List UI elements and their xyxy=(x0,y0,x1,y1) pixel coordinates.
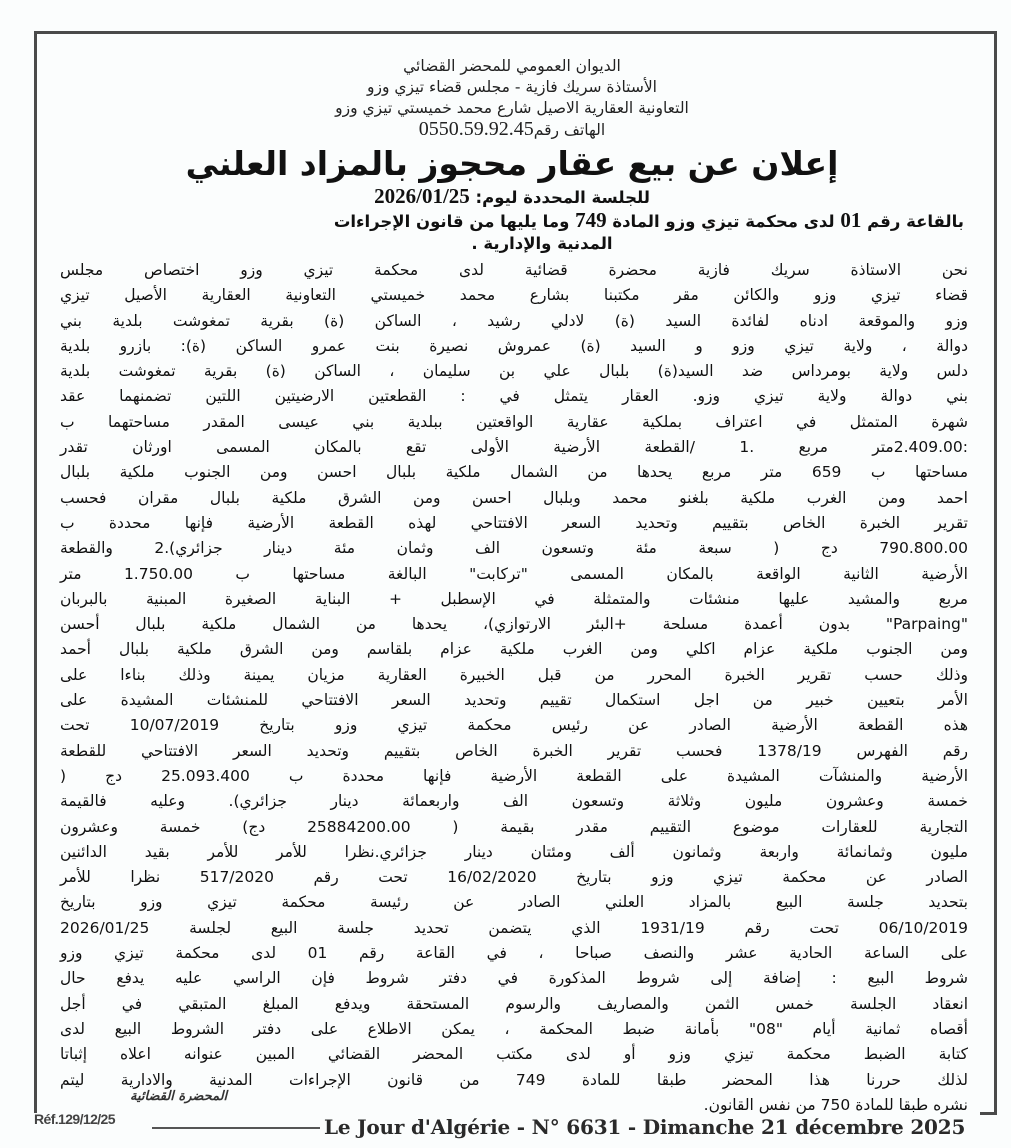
hall-text: بالقاعة رقم xyxy=(867,212,964,231)
office-address: التعاونية العقارية الاصيل شارع محمد خميستي تيزي وزو xyxy=(335,99,689,117)
body-line: رقم الفهرس 1378/19 فحسب تقرير الخبرة الخاص بتقييم وتحديد السعر الافتتاحي للقطعة xyxy=(60,741,968,760)
phone-line xyxy=(50,119,974,141)
hall-line xyxy=(50,209,974,233)
phone-number: 0550.59.92.45 xyxy=(418,118,534,140)
body-line: مساحتها ب 659 متر مربع يحدها من الشمال ملكية بلبال احسن ومن الجنوب ملكية بلبال xyxy=(60,463,968,482)
bailiff-name: الأستاذة سريك فازية - مجلس قضاء تيزي وزو xyxy=(367,78,657,96)
session-date-line xyxy=(50,185,974,209)
body-line: بتحديد جلسة البيع بالمزاد العلني الصادر عن رئيسة محكمة تيزي وزو بتاريخ xyxy=(60,893,968,912)
page-footer xyxy=(34,1097,984,1139)
office-name: الديوان العمومي للمحضر القضائي xyxy=(403,57,621,75)
body-line: 790.800.00 دج ( سبعة مئة وتسعون الف وثمان مئة دينار جزائري).2 والقطعة xyxy=(60,539,968,558)
session-date: 2026/01/25 xyxy=(374,184,470,208)
body-line: احمد ومن الغرب ملكية بلغنو محمد وبلبال احسن ومن الشرق ملكية بلبال مقران فحسب xyxy=(60,488,968,507)
notice-body xyxy=(50,258,974,1093)
hall-number: 01 xyxy=(840,208,862,232)
body-line: لذلك حررنا هذا المحضر طبقا للمادة 749 من قانون الإجراءات المدنية والادارية ليتم xyxy=(60,1070,968,1089)
footer-rule xyxy=(152,1127,320,1129)
body-line: الأرضية الثانية الواقعة بالمكان المسمى "تركابت" البالغة مساحتها ب 1.750.00 متر xyxy=(60,564,968,583)
body-line: :2.409.00متر مربع .1 /القطعة الأرضية الأولى تقع بالمكان المسمى اورثان تقدر xyxy=(60,438,969,457)
body-line: 06/10/2019 تحت رقم 1931/19 الذي يتضمن تحديد جلسة البيع لجلسة 2026/01/25 xyxy=(60,918,968,937)
body-line: شهرة المتمثل في اعتراف بملكية عقارية الواقعتين ببلدية بني عيسى المقدر مساحتهما ب xyxy=(60,412,968,431)
hall-line-2: المدنية والإدارية . xyxy=(471,234,613,253)
bailiff-signature: المحضرة القضائية xyxy=(130,1088,228,1104)
body-line: كتابة الضبط محكمة تيزي وزو أو لدى مكتب المحضر القضائي المبين عنوانه اعلاه إثباتا xyxy=(60,1045,968,1064)
body-line: هذه القطعة الأرضية الصادر عن رئيس محكمة تيزي وزو بتاريخ 10/07/2019 تحت xyxy=(60,716,968,735)
newspaper-info: Le Jour d'Algérie - N° 6631 - Dimanche 21 décembre 2025 xyxy=(324,1115,966,1139)
body-line: مربع والمشيد عليها منشئات والمتمثلة في الإسطبل + البناية الصغيرة المبنية بالبربان xyxy=(60,589,968,608)
body-line: ومن الجنوب ملكية عزام اكلي ومن الغرب ملكية عزام بلقاسم ومن الشرق ملكية بلبال أحمد xyxy=(60,640,968,659)
body-line: تقرير الخبرة الخاص بتقييم وتحديد السعر الافتتاحي لهذه القطعة الأرضية فإنها محددة ب xyxy=(60,513,968,532)
body-line: قضاء تيزي وزو والكائن مقر مكتبنا بشارع محمد خميستي التعاونية العقارية الأصيل تيزي xyxy=(60,286,968,305)
body-line: نحن الاستاذة سريك فازية محضرة قضائية لدى محكمة تيزي وزو اختصاص مجلس xyxy=(60,261,968,279)
hall-text: لدى محكمة تيزي وزو المادة xyxy=(612,212,835,231)
auction-notice xyxy=(50,56,974,1119)
body-line: شروط البيع : إضافة إلى شروط المذكورة في دفتر شروط فإن الراسي عليه يدفع حال xyxy=(60,969,968,988)
body-line: دلس ولاية بومرداس ضد السيد(ة) بلبال علي بن سليمان ، الساكن (ة) بقرية تمغوشت بلدية xyxy=(60,362,968,381)
body-line: وزو والموقعة ادناه لفائدة السيد (ة) لادلي رشيد ، الساكن (ة) بقرية تمغوشت بلدية بني xyxy=(60,311,968,330)
body-line: التجارية للعقارات موضوع التقييم مقدر بقيمة ( 25884200.00 دج) خمسة وعشرون xyxy=(60,817,968,836)
body-line: وذلك حسب تقرير الخبرة المحرر من قبل الخبيرة العقارية مزيان يمينة وذلك بناءا على xyxy=(60,665,968,684)
body-line: خمسة وعشرون مليون وثلاثة وتسعون الف واربعمائة دينار جزائري). وعليه فالقيمة xyxy=(60,792,968,811)
session-label: للجلسة المحددة ليوم: xyxy=(475,188,650,207)
body-line: على الساعة الحادية عشر والنصف صباحا ، في القاعة رقم 01 لدى محكمة تيزي وزو xyxy=(60,944,969,963)
body-line: مليون وثمانمائة واربعة وثمانون ألف ومئتان دينار جزائري.نظرا للأمر للأمر بقيد الدائنين xyxy=(60,842,968,861)
body-line: "Parpaing" بدون أعمدة مسلحة +البئر الارتوازي)، يحدها من الشمال ملكية بلبال أحسن xyxy=(60,615,968,634)
hall-text: وما يليها من قانون الإجراءات xyxy=(333,212,570,231)
article-number: 749 xyxy=(575,208,607,232)
reference-number: Réf.129/12/25 xyxy=(34,1111,115,1127)
body-line: دوالة ، ولاية تيزي وزو و السيد (ة) عمروش نصيرة بنت عمرو الساكن (ة): بازرو بلدية xyxy=(60,336,968,355)
phone-label: الهاتف رقم xyxy=(533,121,606,139)
body-line: أقصاه ثمانية أيام "08" بأمانة ضبط المحكمة ، يمكن الاطلاع على دفتر الشروط البيع لدى xyxy=(60,1019,968,1038)
notice-title: إعلان عن بيع عقار محجوز بالمزاد العلني xyxy=(185,144,839,183)
body-line: الصادر عن محكمة تيزي وزو بتاريخ 16/02/2020 تحت رقم 517/2020 نظرا للأمر xyxy=(60,868,968,887)
body-line: بني دوالة ولاية تيزي وزو. العقار يتمثل في : القطعتين الارضيتين اللتين تضمنهما عقد xyxy=(60,387,968,406)
body-line: الأمر بتعيين خبير من اجل استكمال تقييم وتحديد السعر الافتتاحي للمنشئات المشيدة على xyxy=(60,691,968,710)
body-line: الأرضية والمنشآت المشيدة على القطعة الأرضية فإنها محددة ب 25.093.400 دج ( xyxy=(60,766,968,785)
closing-line: نشره طبقا للمادة 750 من نفس القانون. xyxy=(703,1095,968,1114)
body-line: انعقاد الجلسة خمس الثمن والمصاريف والرسوم المستحقة ويدفع المبلغ المتبقي في أجل xyxy=(60,994,968,1013)
